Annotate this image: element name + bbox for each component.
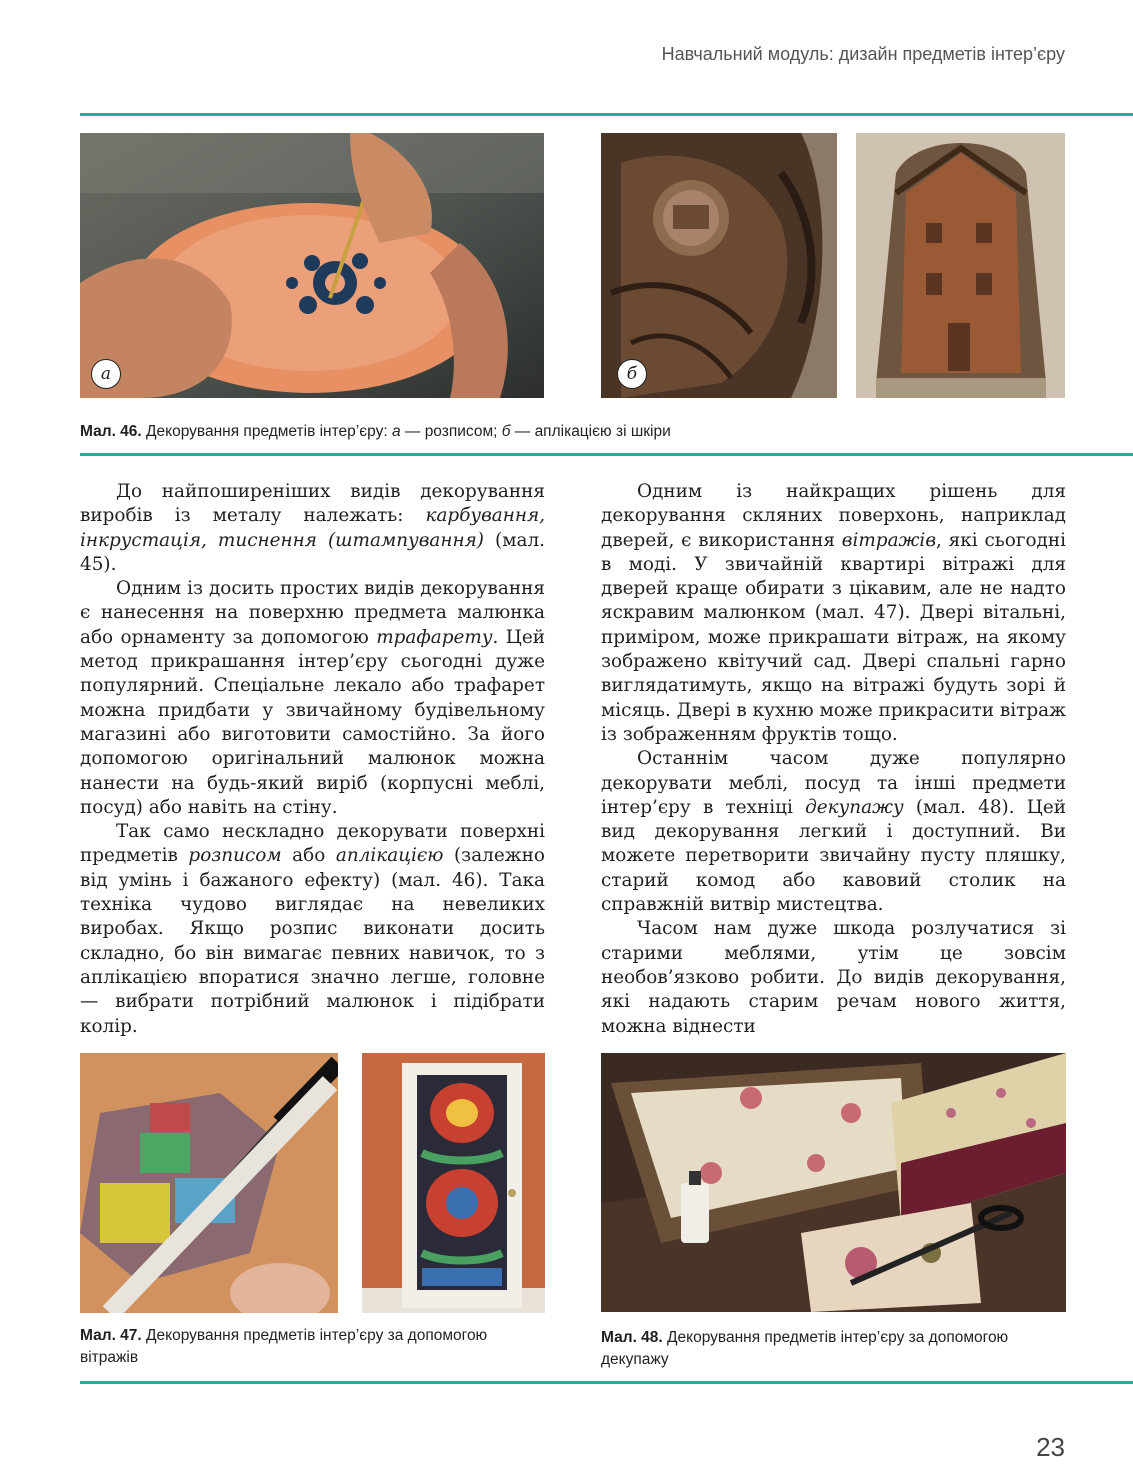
paragraph: Часом нам дуже шкода розлучатися зі старими меблями, утім це зовсім необов’язково робити. До видів декорування, які надають старим речам нового життя, можна віднести — [601, 918, 1066, 1037]
photo-decoupage — [601, 1053, 1066, 1312]
photo-plate-painting — [80, 133, 544, 398]
caption-fig-46-label: Мал. 46. — [80, 423, 142, 440]
figure-divider-top — [80, 453, 1133, 456]
badge-a: а — [91, 359, 121, 389]
photo-stained-glass-making — [80, 1053, 338, 1313]
page-number: 23 — [1036, 1432, 1065, 1462]
paragraph: Останнім часом дуже популярно декорувати меблі, посуд та інші предмети інтер’єру в техніці декупажу (мал. 48). Цей вид декорування легкий і доступний. Ви можете перетворити звичайну пусту пляшку, старий комод або кавовий столик на справжній витвір мистецтва. — [601, 748, 1066, 916]
caption-fig-46: Мал. 46. Декорування предметів інтер’єру: а — розписом; б — аплікацією зі шкіри — [80, 423, 671, 440]
caption-fig-47: Мал. 47. Декорування предметів інтер’єру за допомогою вітражів — [80, 1327, 488, 1366]
figure-divider-bottom — [80, 1381, 1133, 1384]
paragraph: Одним із досить простих видів декорування є нанесення на поверхню предмета малюнка або орнаменту за допомогою трафарету. Цей метод прикрашання інтер’єру сьогодні дуже популярний. Спеціальне лекало або трафарет можна придбати у звичайному будівельному магазині або виготовити самостійно. За його допомогою оригінальний малюнок можна нанести на будь-який виріб (корпусні меблі, посуд) або навіть на стіну. — [80, 578, 545, 818]
paragraph: До найпоширеніших видів декорування виробів із металу належать: карбування, інкрустація, тиснення (штампування) (мал. 45). — [80, 481, 545, 575]
photo-leather-applique-1 — [601, 133, 837, 398]
paragraph: Одним із найкращих рішень для декорування скляних поверхонь, наприклад дверей, є використання вітражів, які сьогодні в моді. У звичайній квартирі вітражі для дверей краще обирати з цікавим, але не надто яскравим малюнком (мал. 47). Двері вітальні, приміром, може прикрашати вітраж, на якому зображено квітучий сад. Двері спальні гарно виглядатимуть, якщо на вітражі будуть зорі й місяць. Двері в кухню може прикрасити вітраж із зображенням фруктів тощо. — [601, 481, 1066, 745]
caption-fig-48-label: Мал. 48. — [601, 1329, 663, 1346]
left-column — [80, 480, 545, 1039]
paragraph: Так само нескладно декорувати поверхні предметів розписом або аплікацією (залежно від умінь і бажаного ефекту) (мал. 46). Така техніка чудово виглядає на невеликих виробах. Якщо розпис виконати досить складно, бо він вимагає певних навичок, то з аплікацією впоратися значно легше, головне — вибрати потрібний малюнок і підібрати колір. — [80, 821, 545, 1037]
caption-fig-48: Мал. 48. Декорування предметів інтер’єру за допомогою декупажу — [601, 1329, 1009, 1368]
badge-b: б — [617, 359, 647, 389]
photo-stained-glass-door — [362, 1053, 545, 1313]
caption-fig-47-label: Мал. 47. — [80, 1327, 142, 1344]
right-column — [601, 480, 1066, 1039]
running-header: Навчальний модуль: дизайн предметів інтер’єру — [661, 44, 1065, 64]
photo-leather-applique-2 — [856, 133, 1065, 398]
header-divider — [80, 113, 1133, 116]
